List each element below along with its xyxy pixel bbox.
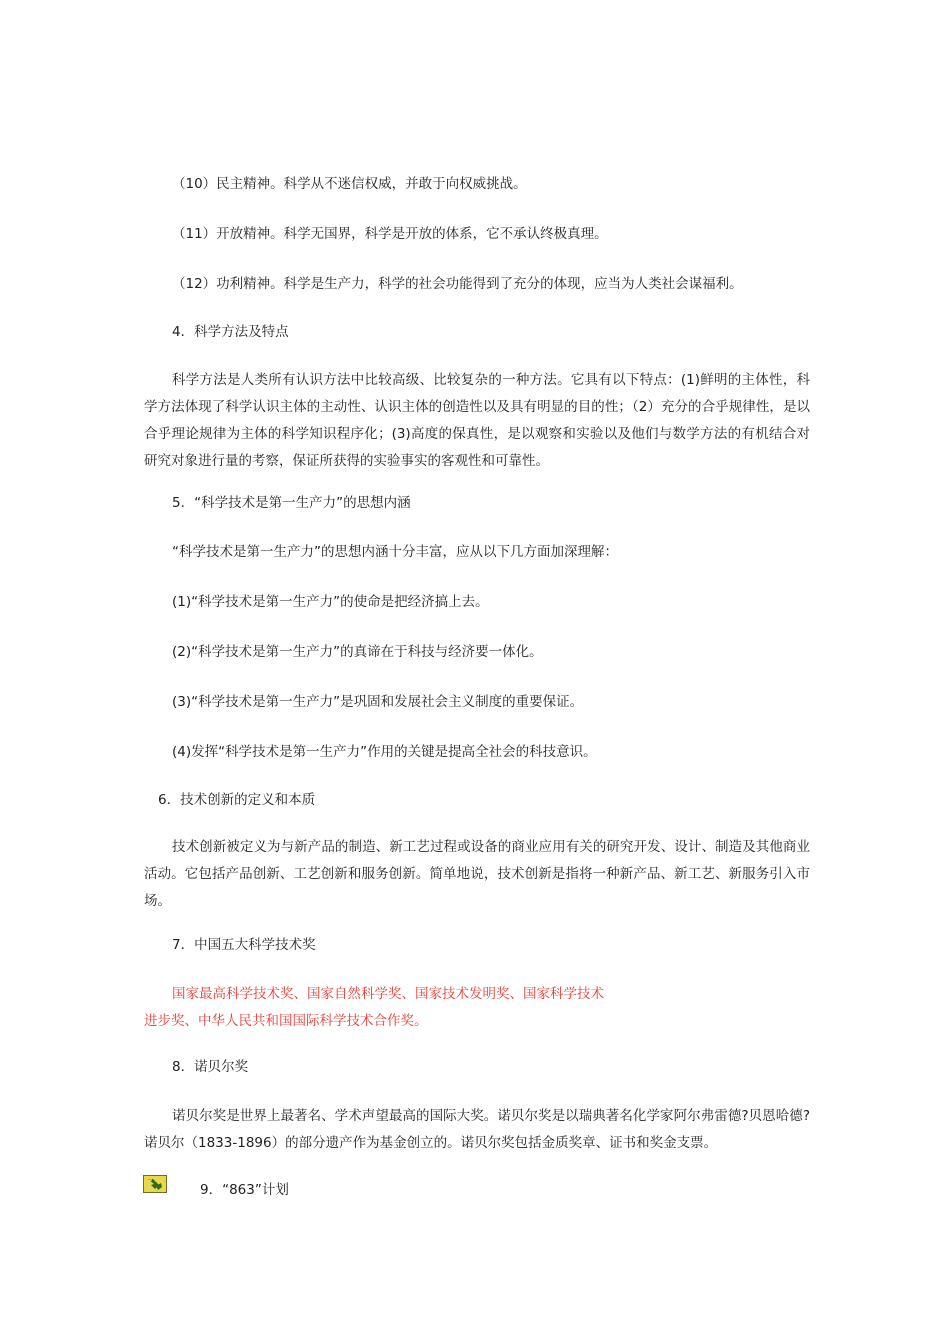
item-10-democracy: （10）民主精神。科学从不迷信权威，并敢于向权威挑战。 bbox=[172, 176, 527, 192]
heading-7: 7．中国五大科学技术奖 bbox=[172, 937, 316, 953]
paragraph-4: 科学方法是人类所有认识方法中比较高级、比较复杂的一种方法。它具有以下特点：(1)鲜明的主体性，科学方法体现了科学认识主体的主动性、认识主体的创造性以及具有明显的目的性；（2）充分的合乎规律性，是以合乎理论规律为主体的科学知识程序化；(3)高度的保真性，是以观察和实验以及他们与数学方法的有机结合对研究对象进行量的考察，保证所获得的实验事实的客观性和可靠性。 bbox=[144, 372, 810, 469]
heading-4: 4．科学方法及特点 bbox=[172, 324, 289, 340]
heading-8: 8．诺贝尔奖 bbox=[172, 1059, 249, 1075]
item-11-openness: （11）开放精神。科学无国界，科学是开放的体系，它不承认终极真理。 bbox=[172, 226, 608, 242]
paragraph-5-intro: “科学技术是第一生产力”的思想内涵十分丰富，应从以下几方面加深理解： bbox=[172, 544, 618, 560]
book-icon[interactable] bbox=[143, 1175, 167, 1193]
paragraph-7-awards bbox=[144, 981, 810, 1035]
paragraph-8: 诺贝尔奖是世界上最著名、学术声望最高的国际大奖。诺贝尔奖是以瑞典著名化学家阿尔弗雷德?贝恩哈德?诺贝尔（1833-1896）的部分遗产作为基金创立的。诺贝尔奖包括金质奖章、证书和奖金支票。 bbox=[144, 1108, 810, 1151]
paragraph-5-point-1: (1)“科学技术是第一生产力”的使命是把经济搞上去。 bbox=[172, 594, 489, 610]
awards-line-2: 进步奖、中华人民共和国国际科学技术合作奖。 bbox=[144, 1013, 428, 1029]
paragraph-6: 技术创新被定义为与新产品的制造、新工艺过程或设备的商业应用有关的研究开发、设计、制造及其他商业活动。它包括产品创新、工艺创新和服务创新。简单地说，技术创新是指将一种新产品、新工艺、新服务引入市场。 bbox=[144, 839, 810, 909]
book-icon-graphic bbox=[143, 1175, 167, 1193]
paragraph-5-point-2: (2)“科学技术是第一生产力”的真谛在于科技与经济要一体化。 bbox=[172, 644, 543, 660]
heading-5: 5．“科学技术是第一生产力”的思想内涵 bbox=[172, 495, 411, 511]
heading-9: 9．“863”计划 bbox=[200, 1182, 289, 1198]
heading-6: 6．技术创新的定义和本质 bbox=[158, 792, 316, 808]
paragraph-5-point-4: (4)发挥“科学技术是第一生产力”作用的关键是提高全社会的科技意识。 bbox=[172, 744, 597, 760]
item-12-utility: （12）功利精神。科学是生产力，科学的社会功能得到了充分的体现，应当为人类社会谋福利。 bbox=[172, 276, 743, 292]
paragraph-5-point-3: (3)“科学技术是第一生产力”是巩固和发展社会主义制度的重要保证。 bbox=[172, 694, 584, 710]
awards-line-1: 国家最高科学技术奖、国家自然科学奖、国家技术发明奖、国家科学技术 bbox=[172, 986, 604, 1002]
